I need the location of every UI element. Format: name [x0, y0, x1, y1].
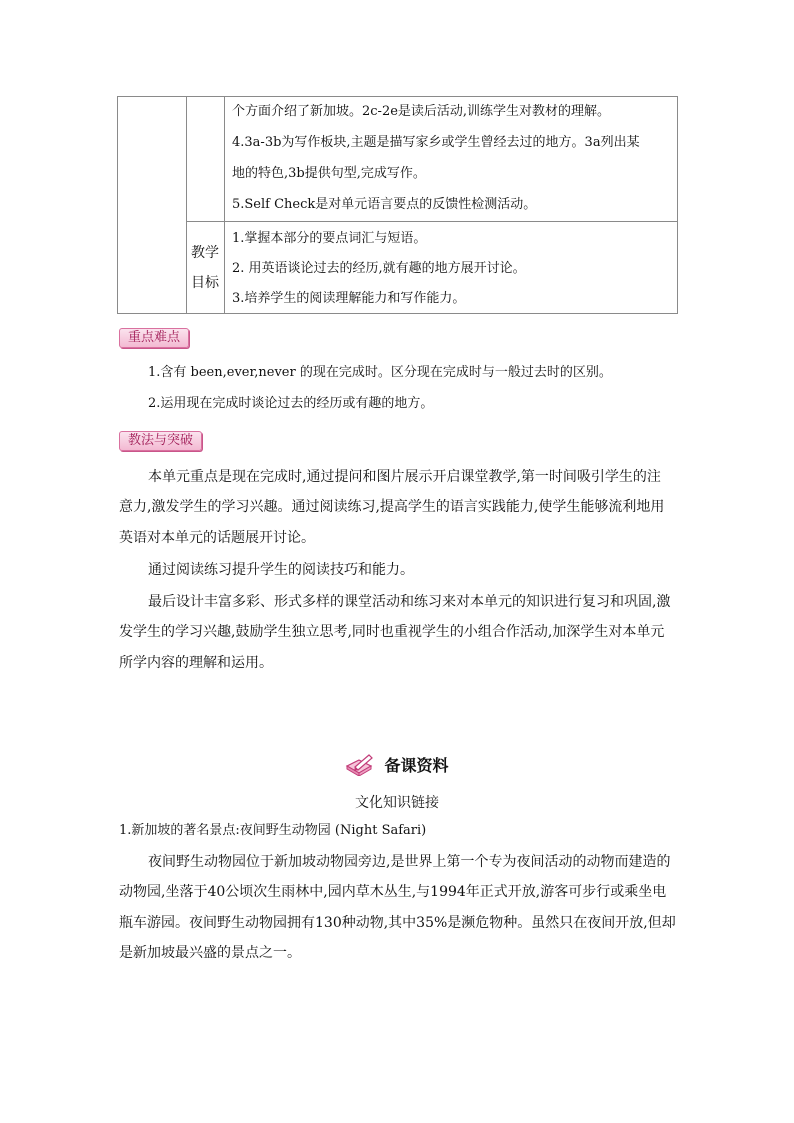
table-row1-line: 5.Self Check是对单元语言要点的反馈性检测活动。 [232, 197, 537, 212]
prep-heading: 1.新加坡的著名景点:夜间野生动物园 (Night Safari) [119, 823, 427, 838]
prep-section-title [0, 753, 794, 776]
table-label-line: 目标 [191, 275, 219, 291]
method-para3-line: 最后设计丰富多彩、形式多样的课堂活动和练习来对本单元的知识进行复习和巩固,激 [148, 594, 671, 610]
key-points-badge: 重点难点 [119, 328, 189, 348]
prep-para-line: 瓶车游园。夜间野生动物园拥有130种动物,其中35%是濒危物种。虽然只在夜间开放,但却 [119, 915, 676, 931]
table-row2-line: 1.掌握本部分的要点词汇与短语。 [232, 231, 427, 246]
table-row-divider [186, 221, 677, 222]
table-row1-line: 地的特色,3b提供句型,完成写作。 [232, 166, 426, 181]
key-point-item: 1.含有 been,ever,never 的现在完成时。区分现在完成时与一般过去时的区别。 [148, 365, 612, 380]
table-row2-line: 2. 用英语谈论过去的经历,就有趣的地方展开讨论。 [232, 261, 526, 276]
method-para3-line: 所学内容的理解和运用。 [119, 655, 273, 671]
key-point-item: 2.运用现在完成时谈论过去的经历或有趣的地方。 [148, 396, 434, 411]
method-badge: 教法与突破 [119, 431, 202, 451]
table-row1-line: 4.3a-3b为写作板块,主题是描写家乡或学生曾经去过的地方。3a列出某 [232, 135, 640, 150]
prep-subtitle: 文化知识链接 [355, 795, 439, 811]
method-para1-line: 意力,激发学生的学习兴趣。通过阅读练习,提高学生的语言实践能力,使学生能够流利地用 [119, 499, 665, 515]
method-para3-line: 发学生的学习兴趣,鼓励学生独立思考,同时也重视学生的小组合作活动,加深学生对本单元 [119, 624, 665, 640]
table-row1-line: 个方面介绍了新加坡。2c-2e是读后活动,训练学生对教材的理解。 [232, 104, 611, 119]
prep-para-line: 是新加坡最兴盛的景点之一。 [119, 945, 301, 961]
table-col-divider-1 [186, 97, 187, 313]
table-col-divider-2 [224, 97, 225, 313]
prep-para-line: 夜间野生动物园位于新加坡动物园旁边,是世界上第一个专为夜间活动的动物而建造的 [148, 854, 671, 870]
pen-notebook-icon [345, 754, 375, 776]
objectives-table [117, 96, 678, 314]
table-label-line: 教学 [191, 245, 219, 261]
method-para2-line: 通过阅读练习提升学生的阅读技巧和能力。 [148, 562, 414, 578]
table-row2-line: 3.培养学生的阅读理解能力和写作能力。 [232, 291, 466, 306]
method-para1-line: 本单元重点是现在完成时,通过提问和图片展示开启课堂教学,第一时间吸引学生的注 [148, 469, 661, 485]
prep-title: 备课资料 [384, 756, 449, 775]
prep-para-line: 动物园,坐落于40公顷次生雨林中,园内草木丛生,与1994年正式开放,游客可步行或乘坐电 [119, 884, 667, 900]
method-para1-line: 英语对本单元的话题展开讨论。 [119, 530, 315, 546]
